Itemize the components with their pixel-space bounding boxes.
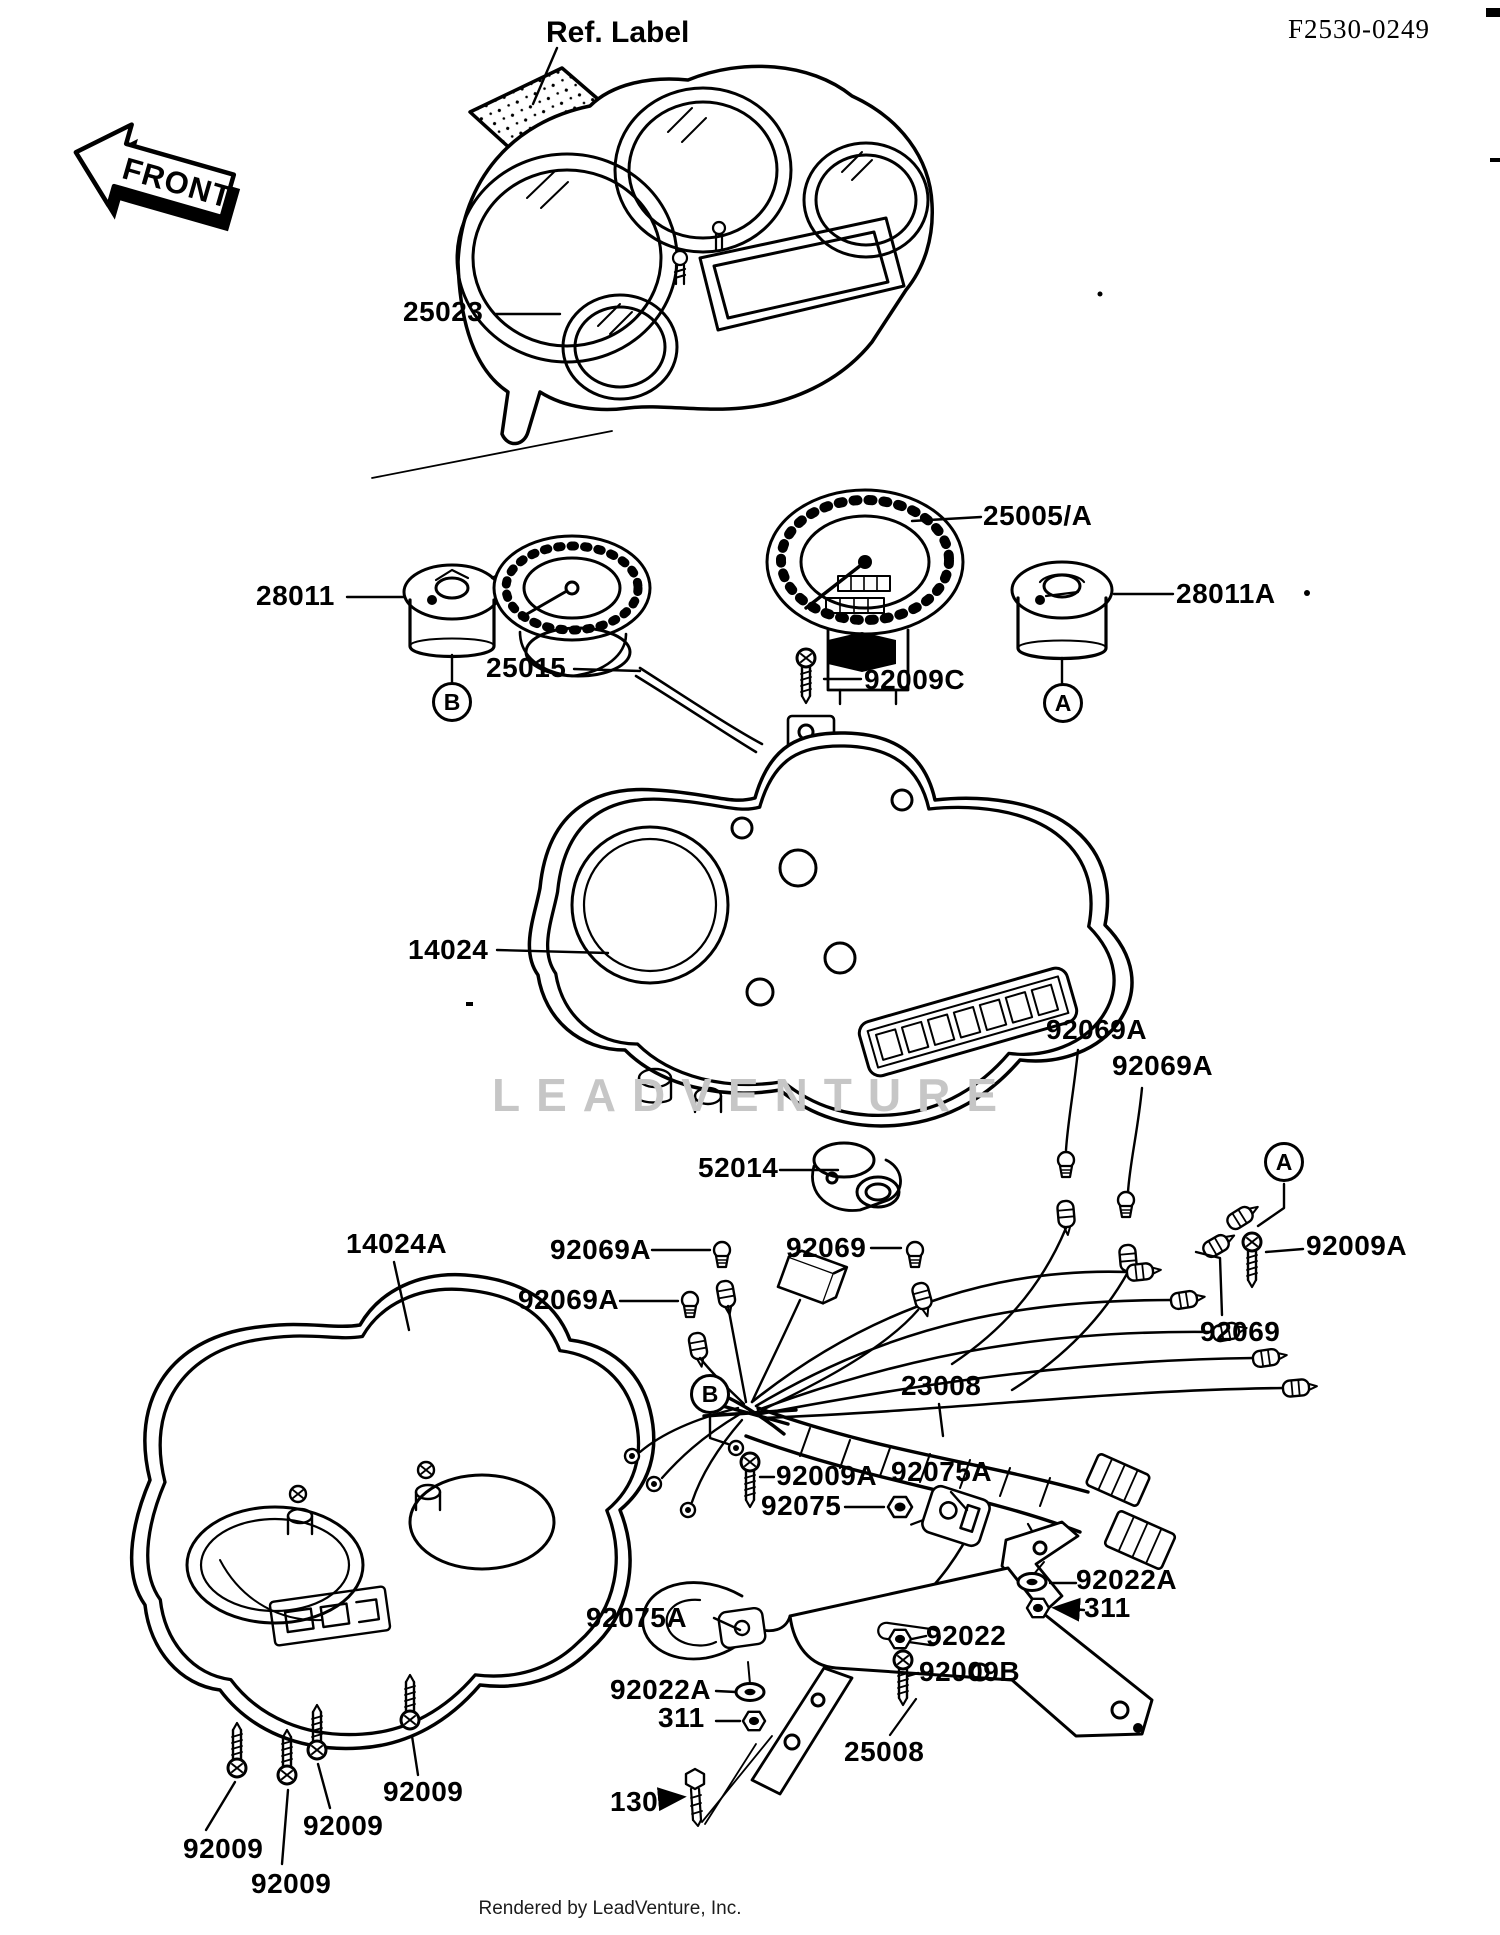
part-label-25005a: 25005/A xyxy=(983,500,1093,531)
part-label-92009a-b: 92009A xyxy=(776,1460,878,1491)
part-label-25015: 25015 xyxy=(486,652,567,683)
part-label-311-r: 311 xyxy=(1084,1592,1131,1623)
watermark-text: LEADVENTURE xyxy=(492,1069,1014,1121)
ref-circle-b1: B xyxy=(432,682,472,722)
damper-28011a xyxy=(1012,562,1112,659)
part-label-130: 130 xyxy=(610,1786,659,1817)
part-label-92069a-r1: 92069A xyxy=(1046,1014,1148,1045)
part-label-92009a-r: 92009A xyxy=(1306,1230,1408,1261)
ref-label-note: Ref. Label xyxy=(546,16,690,49)
part-label-52014: 52014 xyxy=(698,1152,779,1183)
part-label-92009-3: 92009 xyxy=(251,1868,332,1899)
part-label-92075: 92075 xyxy=(761,1490,842,1521)
part-label-14024a: 14024A xyxy=(346,1228,448,1259)
front-arrow-text: FRONT xyxy=(118,150,236,216)
part-label-23008: 23008 xyxy=(901,1370,982,1401)
meter-cover-14024a xyxy=(132,1275,654,1749)
part-label-14024: 14024 xyxy=(408,934,489,965)
figure-number: F2530-0249 xyxy=(1288,14,1431,44)
front-arrow xyxy=(61,112,249,251)
scan-marks xyxy=(1098,8,1500,596)
meter-case-25023 xyxy=(372,66,932,478)
part-label-92022a-l: 92022A xyxy=(610,1674,712,1705)
footer-credit: Rendered by LeadVenture, Inc. xyxy=(478,1898,742,1919)
part-label-92009-4: 92009 xyxy=(183,1833,264,1864)
meter-cover-14024 xyxy=(466,733,1132,1126)
part-label-92069a-l1: 92069A xyxy=(550,1234,652,1265)
part-label-92075a-l: 92075A xyxy=(586,1602,688,1633)
ref-circle-b2: B xyxy=(690,1374,730,1414)
part-label-92009b: 92009B xyxy=(919,1656,1021,1687)
part-label-28011: 28011 xyxy=(256,580,335,611)
part-label-92009-1: 92009 xyxy=(383,1776,464,1807)
bracket-25008-assembly xyxy=(643,1481,1152,1826)
part-label-92009-2: 92009 xyxy=(303,1810,384,1841)
ref-circle-a1: A xyxy=(1043,683,1083,723)
part-label-92069a-r2: 92069A xyxy=(1112,1050,1214,1081)
part-label-92069a-l2: 92069A xyxy=(518,1284,620,1315)
part-label-25023: 25023 xyxy=(403,296,484,327)
part-label-92075a-r: 92075A xyxy=(891,1456,993,1487)
part-label-92009c: 92009C xyxy=(864,664,966,695)
ref-circle-a2: A xyxy=(1264,1142,1304,1182)
part-label-25008: 25008 xyxy=(844,1736,925,1767)
knob-52014 xyxy=(812,1143,900,1211)
part-label-92069-r: 92069 xyxy=(1200,1316,1281,1347)
part-label-92022: 92022 xyxy=(926,1620,1007,1651)
tachometer-25015 xyxy=(494,536,762,752)
part-label-92069-c: 92069 xyxy=(786,1232,867,1263)
part-label-311-l: 311 xyxy=(658,1702,705,1733)
part-label-92022a-r: 92022A xyxy=(1076,1564,1178,1595)
part-label-28011a: 28011A xyxy=(1176,578,1276,609)
